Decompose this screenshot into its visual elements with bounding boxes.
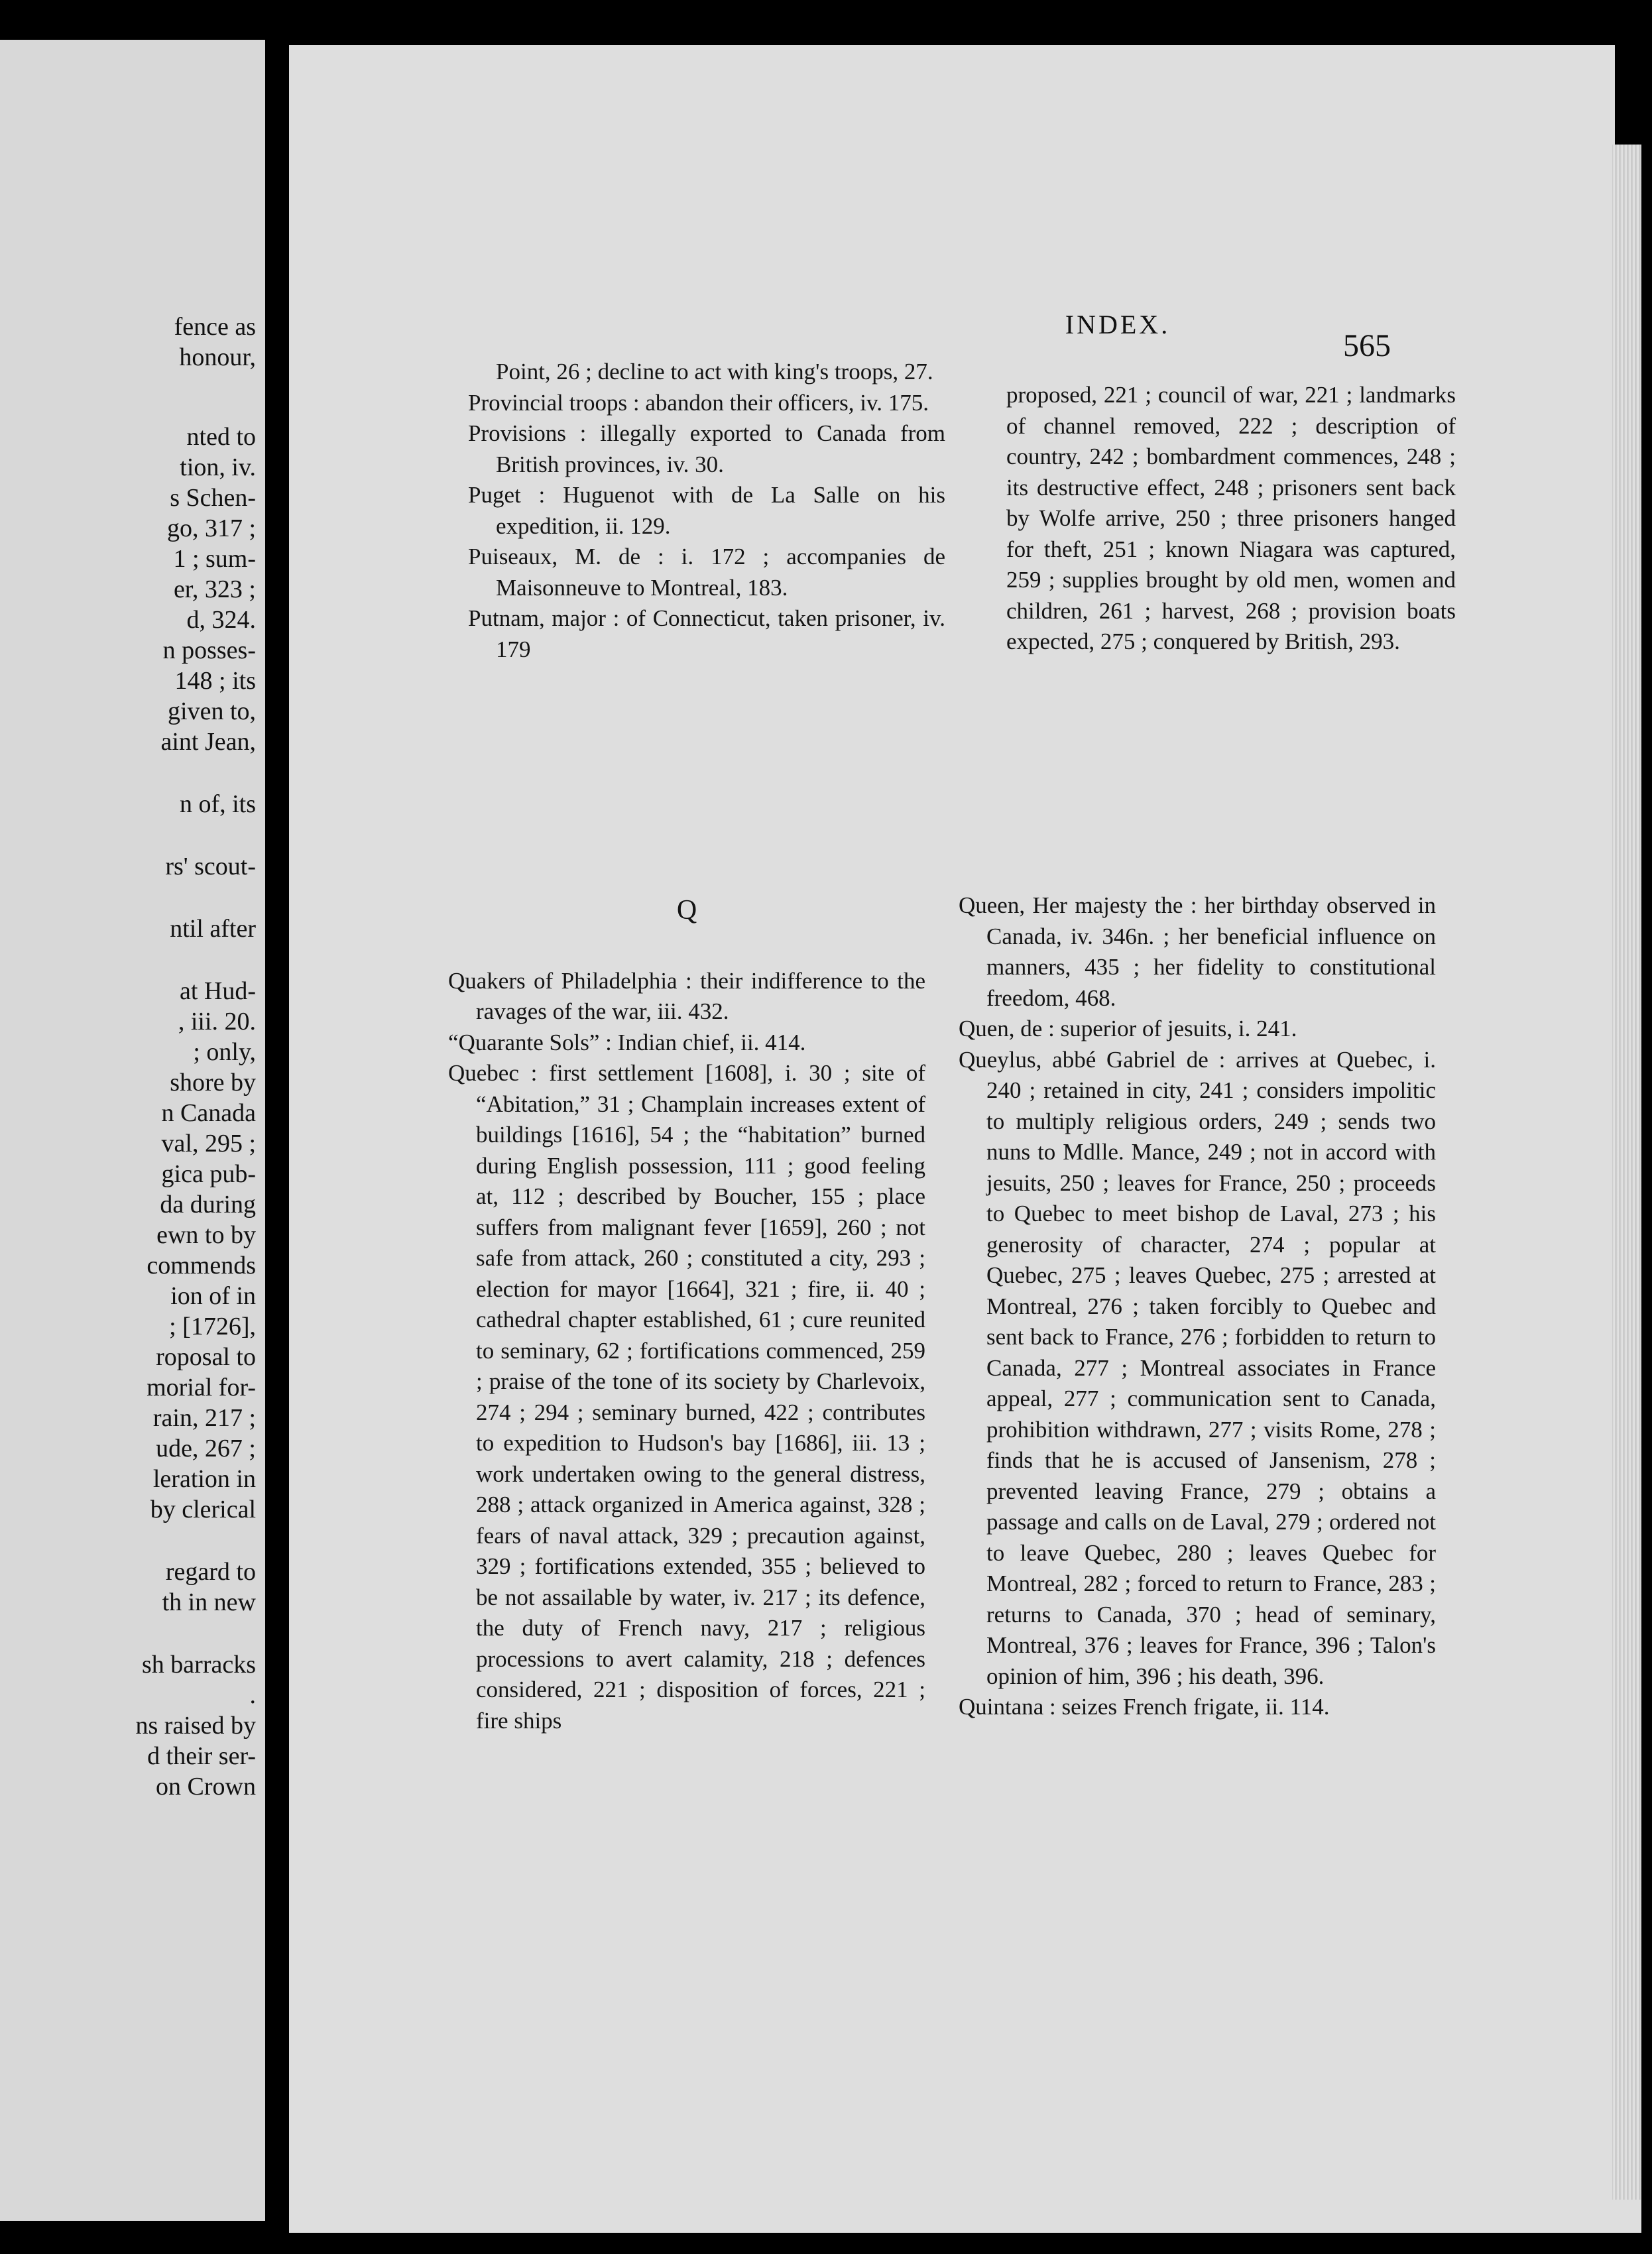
running-head: INDEX. bbox=[1065, 310, 1171, 339]
right-page bbox=[289, 45, 1641, 2233]
page-edge bbox=[1612, 145, 1641, 2200]
index-entry: Provisions : illegally exported to Canada from British provinces, iv. 30. bbox=[468, 420, 945, 477]
left-page-text-fragment: th in new bbox=[162, 1588, 256, 1616]
left-page-text-fragment: n posses- bbox=[162, 636, 256, 664]
index-column-2-top bbox=[978, 380, 1456, 658]
left-page-text-fragment: . bbox=[249, 1681, 256, 1709]
section-letter: Q bbox=[676, 895, 697, 925]
left-page bbox=[0, 40, 265, 2221]
index-entry: Queylus, abbé Gabriel de : arrives at Quebec, i. 240 ; retained in city, 241 ; considers impolitic to multiply religious orders, 249 ; sends two nuns to Mdlle. Mance, 249 ; not in accord with jesuits, 250 ; leaves for France, 250 ; proceeds to Quebec to meet bishop de Laval, 273 ; his generosity of character, 274 ; popular at Quebec, 275 ; leaves Quebec, 275 ; arrested at Montreal, 276 ; taken forcibly to Quebec and sent back to France, 276 ; forbidden to return to Canada, 277 ; Montreal associates in France appeal, 277 ; communication sent to Canada, prohibition withdrawn, 277 ; visits Rome, 278 ; finds that he is accused of Jansenism, 278 ; prevented leaving France, 279 ; obtains a passage and calls on de Laval, 279 ; ordered not to leave Quebec, 280 ; leaves Quebec for Montreal, 282 ; forced to return to France, 283 ; returns to Canada, 370 ; head of seminary, Montreal, 376 ; leaves for France, 396 ; Talon's opinion of him, 396 ; his death, 396. bbox=[959, 1046, 1436, 1689]
left-page-text-fragment: gica pub- bbox=[161, 1160, 256, 1188]
left-page-text-fragment: , iii. 20. bbox=[178, 1008, 256, 1036]
left-page-text-fragment: n of, its bbox=[179, 790, 256, 818]
gutter bbox=[265, 0, 289, 2254]
left-page-text-fragment: aint Jean, bbox=[160, 728, 256, 756]
left-page-text-fragment: 148 ; its bbox=[174, 667, 256, 695]
left-page-text-fragment: shore by bbox=[170, 1069, 256, 1097]
left-page-text-fragment: ewn to by bbox=[156, 1221, 256, 1249]
left-page-text-fragment: ; only, bbox=[193, 1038, 256, 1066]
left-page-text-fragment: d, 324. bbox=[186, 606, 256, 634]
index-entry: “Quarante Sols” : Indian chief, ii. 414. bbox=[448, 1029, 806, 1055]
left-page-text-fragment: ion of in bbox=[170, 1282, 256, 1310]
index-entry: Quebec : first settlement [1608], i. 30 ; site of “Abitation,” 31 ; Champlain increases extent of buildings [1616], 54 ; the “habitation” burned during English possession, 111 ; good feeling at, 112 ; described by Boucher, 155 ; place suffers from malignant fever [1659], 260 ; not safe from attack, 260 ; constituted a city, 293 ; election for mayor [1664], 321 ; fire, ii. 40 ; cathedral chapter established, 61 ; cure reunited to seminary, 62 ; fortifications commenced, 259 ; praise of the tone of its society by Charlevoix, 274 ; 294 ; seminary burned, 422 ; contributes to expedition to Hudson's bay [1686], iii. 13 ; work undertaken owing to the general distress, 288 ; attack organized in America against, 328 ; fears of naval attack, 329 ; precaution against, 329 ; fortifications extended, 355 ; believed to be not assailable by water, iv. 217 ; its defence, the duty of French navy, 217 ; religious processions to avert calamity, 218 ; defences considered, 221 ; disposition of forces, 221 ; fire ships bbox=[448, 1060, 925, 1734]
page-number: 565 bbox=[1343, 328, 1391, 363]
left-page-text-fragment: ns raised by bbox=[135, 1712, 256, 1740]
page-edge-shadow bbox=[1615, 45, 1641, 145]
index-entry: Quen, de : superior of jesuits, i. 241. bbox=[959, 1016, 1297, 1041]
left-page-text-fragment: leration in bbox=[152, 1465, 256, 1493]
left-page-text-fragment: on Crown bbox=[156, 1773, 256, 1801]
left-page-text-fragment: nted to bbox=[186, 423, 256, 451]
left-page-text-fragment: da during bbox=[160, 1191, 256, 1218]
index-entry: Quakers of Philadelphia : their indifference to the ravages of the war, iii. 432. bbox=[448, 967, 925, 1024]
index-entry: Puiseaux, M. de : i. 172 ; accompanies de Maisonneuve to Montreal, 183. bbox=[468, 544, 945, 601]
left-page-text-fragment: ude, 267 ; bbox=[156, 1435, 256, 1462]
left-page-text-fragment: at Hud- bbox=[179, 977, 256, 1005]
left-page-text-fragment: regard to bbox=[165, 1558, 256, 1586]
left-page-text-fragment: rs' scout- bbox=[165, 853, 256, 880]
index-column-2-bottom bbox=[959, 890, 1436, 1723]
left-page-text-fragment: d their ser- bbox=[147, 1742, 256, 1770]
left-page-text-fragment: val, 295 ; bbox=[161, 1130, 256, 1157]
index-column-1-top bbox=[468, 357, 945, 665]
left-page-text-fragment: by clerical bbox=[150, 1496, 256, 1523]
left-page-text-fragment: commends bbox=[147, 1252, 256, 1279]
left-page-text-fragment: go, 317 ; bbox=[166, 514, 256, 542]
left-page-text-fragment: given to, bbox=[168, 697, 256, 725]
index-entry: Puget : Huguenot with de La Salle on his expedition, ii. 129. bbox=[468, 482, 945, 539]
left-page-text-fragment: morial for- bbox=[147, 1374, 256, 1401]
left-page-text-fragment: 1 ; sum- bbox=[173, 545, 256, 573]
index-entry: Queen, Her majesty the : her birthday observed in Canada, iv. 346n. ; her beneficial influence on manners, 435 ; her fidelity to constitutional freedom, 468. bbox=[959, 892, 1436, 1011]
left-page-text-fragment: n Canada bbox=[161, 1099, 256, 1127]
left-page-text-fragment: tion, iv. bbox=[180, 453, 256, 481]
left-page-text-fragment: s Schen- bbox=[170, 484, 256, 512]
index-entry: proposed, 221 ; council of war, 221 ; landmarks of channel removed, 222 ; description of country, 242 ; bombardment commences, 248 ; its destructive effect, 248 ; prisoners sent back by Wolfe arrive, 250 ; three prisoners hanged for theft, 251 ; known Niagara was captured, 259 ; supplies brought by old men, women and children, 261 ; harvest, 268 ; provision boats expected, 275 ; conquered by British, 293. bbox=[1006, 382, 1456, 654]
left-page-text-fragment: ntil after bbox=[170, 915, 256, 943]
left-page-text-fragment: rain, 217 ; bbox=[152, 1404, 256, 1432]
left-page-text-fragment: sh barracks bbox=[142, 1651, 256, 1679]
left-page-text-fragment: fence as bbox=[174, 313, 256, 341]
index-entry: Quintana : seizes French frigate, ii. 114. bbox=[959, 1694, 1330, 1720]
left-page-text-fragment: er, 323 ; bbox=[173, 575, 256, 603]
left-page-text-fragment: ; [1726], bbox=[169, 1313, 256, 1340]
index-entry: Putnam, major : of Connecticut, taken prisoner, iv. 179 bbox=[468, 605, 945, 662]
index-column-1-bottom bbox=[448, 854, 925, 1736]
index-entry: Point, 26 ; decline to act with king's troops, 27. bbox=[496, 359, 933, 385]
index-entry: Provincial troops : abandon their officers, iv. 175. bbox=[468, 389, 929, 416]
left-page-text-fragment: honour, bbox=[179, 343, 256, 371]
left-page-text-fragment: roposal to bbox=[156, 1343, 256, 1371]
